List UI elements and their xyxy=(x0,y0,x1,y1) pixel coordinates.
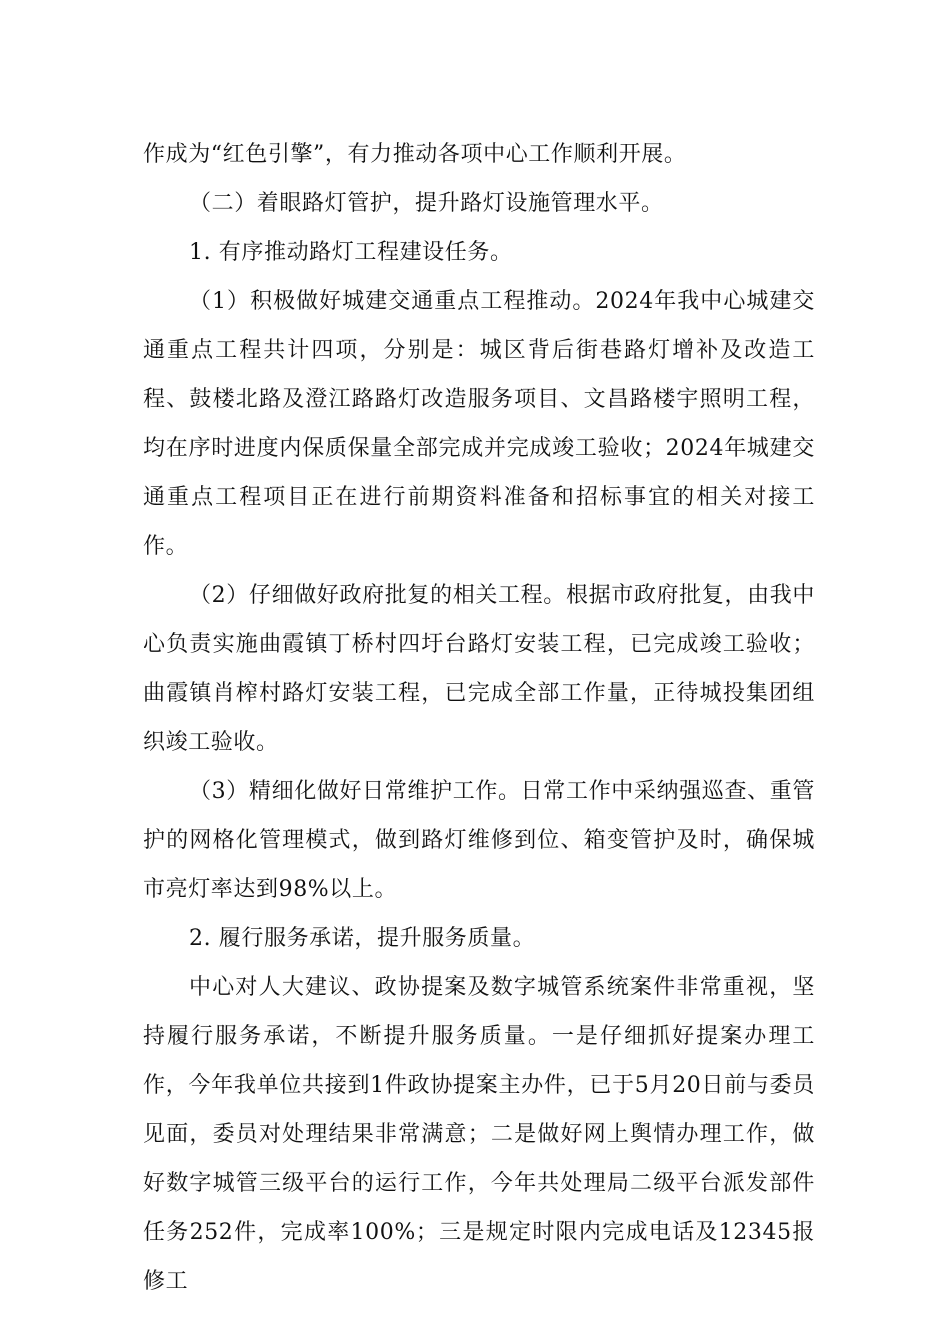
document-body xyxy=(143,130,815,1306)
paragraph-continuation: 作成为“红色引擎”，有力推动各项中心工作顺利开展。 xyxy=(143,142,687,167)
subheading-streetlight-construction: 1. 有序推动路灯工程建设任务。 xyxy=(189,240,513,265)
paragraph-government-approved-projects: （2）仔细做好政府批复的相关工程。根据市政府批复，由我中心负责实施曲霞镇丁桥村四圩台路灯安装工程，已完成竣工验收；曲霞镇肖榨村路灯安装工程，已完成全部工作量，正待城投集团组织竣工验收。 xyxy=(143,583,815,755)
paragraph-service-quality: 中心对人大建议、政协提案及数字城管系统案件非常重视，坚持履行服务承诺，不断提升服务质量。一是仔细抓好提案办理工作，今年我单位共接到1件政协提案主办件，已于5月20日前与委员见面，委员对处理结果非常满意；二是做好网上舆情办理工作，做好数字城管三级平台的运行工作，今年共处理局二级平台派发部件任务252件，完成率100%；三是规定时限内完成电话及12345报修工 xyxy=(143,975,815,1294)
paragraph-key-projects: （1）积极做好城建交通重点工程推动。2024年我中心城建交通重点工程共计四项，分别是：城区背后街巷路灯增补及改造工程、鼓楼北路及澄江路路灯改造服务项目、文昌路楼宇照明工程，均在序时进度内保质保量全部完成并完成竣工验收；2024年城建交通重点工程项目正在进行前期资料准备和招标事宜的相关对接工作。 xyxy=(143,289,815,559)
subheading-service-commitment: 2. 履行服务承诺，提升服务质量。 xyxy=(189,926,536,951)
section-heading-streetlight-management: （二）着眼路灯管护，提升路灯设施管理水平。 xyxy=(189,191,664,216)
paragraph-daily-maintenance: （3）精细化做好日常维护工作。日常工作中采纳强巡查、重管护的网格化管理模式，做到路灯维修到位、箱变管护及时，确保城市亮灯率达到98%以上。 xyxy=(143,779,815,902)
